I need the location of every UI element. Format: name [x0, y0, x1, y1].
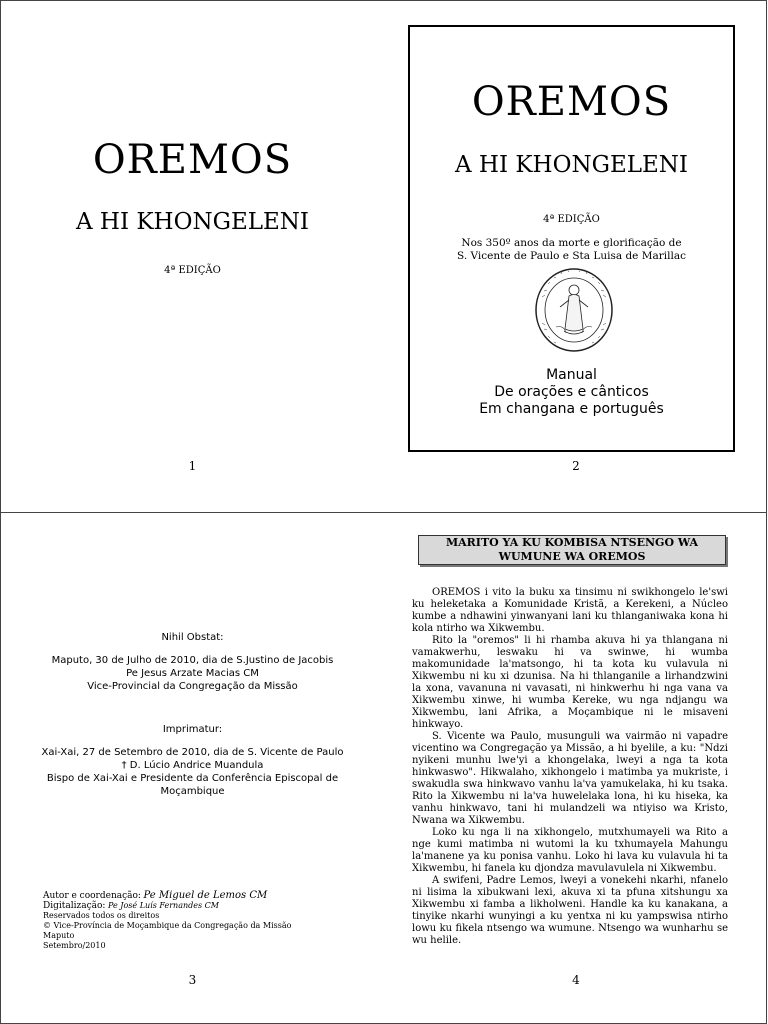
edition-label: 4ª EDIÇÃO: [164, 265, 221, 276]
vincentian-medal-image: [534, 267, 614, 353]
manual-line: Manual: [546, 367, 597, 383]
nihil-obstat-date: Maputo, 30 de Julho de 2010, dia de S.Justino de Jacobis: [51, 655, 334, 666]
imprimatur-name: † D. Lúcio Andrice Muandula: [121, 760, 264, 771]
page-2: [384, 1, 768, 512]
credit-city: Maputo: [43, 931, 75, 940]
manual-line: De orações e cânticos: [494, 384, 649, 400]
credit-rights: Reservados todos os direitos: [43, 911, 160, 920]
anniversary-text: [410, 237, 733, 263]
page-4: [384, 513, 768, 1023]
credit-author: [43, 891, 291, 901]
credit-label: Autor e coordenação:: [43, 891, 141, 901]
page-3: [1, 513, 384, 1023]
anniversary-line: S. Vicente de Paulo e Sta Luisa de Marillac: [457, 250, 686, 262]
credit-label: Digitalização:: [43, 901, 106, 911]
heading-line: WUMUNE WA OREMOS: [498, 550, 646, 563]
page-number: 3: [188, 973, 197, 987]
credit-value: Pe José Luís Fernandes CM: [107, 901, 219, 910]
imprimatur-date: Xai-Xai, 27 de Setembro de 2010, dia de S. Vicente de Paulo: [41, 747, 344, 758]
paragraph: Loko ku nga li na xikhongelo, mutxhumayeli wa Rito a nge kumi matimba ni wutomi la ku txhumayela Mahungu la'manene ya ku ponisa vanhu. Loko hi lava ku vulavula hi ta Xikwembu, hi fanela ku djondza mavulavulela ni Xikwembu.: [412, 827, 728, 874]
section-heading: [418, 535, 726, 565]
nihil-obstat-heading: Nihil Obstat:: [161, 632, 224, 643]
manual-description: [410, 367, 733, 418]
credit-copyright: © Vice-Província de Moçambique da Congregação da Missão: [43, 921, 292, 930]
imprimatur-block: [11, 723, 374, 798]
manual-line: Em changana e português: [479, 401, 664, 417]
page-subtitle: A HI KHONGELENI: [75, 209, 310, 235]
edition-label: 4ª EDIÇÃO: [543, 214, 600, 225]
cover-subtitle: A HI KHONGELENI: [454, 152, 689, 178]
paragraph: OREMOS i vito la buku xa tinsimu ni swikhongelo le'swi ku heleketaka a Komunidade Kristã, a Kerekeni, a Núcleo kumbe a ndhawini yinwanyani lani ku thlanganiwaka kona hi kola ntirho wa Xikwembu.: [412, 587, 728, 634]
imprimatur-heading: Imprimatur:: [162, 724, 223, 735]
page-number: 4: [572, 973, 580, 987]
imprimatur-role: Moçambique: [160, 786, 225, 797]
cover-title: OREMOS: [471, 79, 672, 125]
nihil-obstat-name: Pe Jesus Arzate Macias CM: [126, 668, 259, 679]
page-title: OREMOS: [92, 137, 293, 183]
credits-block: [43, 891, 291, 951]
credit-digital: [43, 901, 291, 911]
paragraph: S. Vicente wa Paulo, musunguli wa vairmão ni vapadre vicentino wa Congregação ya Missão, a hi byelile, a ku: "Ndzi nyikeni munhu lwe'yi a khongelaka, lweyi a nga ta kota hinkwaswo". Hikwalaho, xikhongelo i matimba ya mukriste, i swakudla swa hinkwavo vanhu la'va yamukelaka, hi ku tsaka. Rito la Xikwembu ni la'va huwelelaka lona, hi ku hiseka, ka vanhu hinkwavo, tani hi mulandzeli wa ntiyiso wa Kristo, Nwana wa Xikwembu.: [412, 731, 728, 826]
credit-value: Pe Miguel de Lemos CM: [143, 890, 268, 901]
nihil-obstat-block: [11, 631, 374, 693]
credit-date: Setembro/2010: [43, 941, 106, 950]
anniversary-line: Nos 350º anos da morte e glorificação de: [461, 237, 682, 249]
page-number: 2: [572, 459, 580, 473]
page-number: 1: [188, 459, 197, 473]
paragraph: A swifeni, Padre Lemos, lweyi a vonekehi nkarhi, nfanelo ni lisima la xibukwani lexi, akuva xi ta pfuna xitshungu xa Xikwembu xi famba a likholweni. Handle ka ku kanakana, a tinyike nkarhi wunyingi a ku yentxa ni ku yampswisa ntirho lowu ku fikela ntsengo wa wumune. Ntsengo wa wunharhu se wu helile.: [412, 875, 728, 946]
intro-text: [412, 587, 728, 947]
cover-frame: [408, 25, 735, 452]
heading-line: MARITO YA KU KOMBISA NTSENGO WA: [445, 536, 699, 549]
nihil-obstat-role: Vice-Provincial da Congregação da Missão: [87, 681, 298, 692]
imprimatur-role: Bispo de Xai-Xai e Presidente da Conferência Episcopal de: [46, 773, 339, 784]
bottom-sheet: [0, 512, 767, 1024]
page-1: [1, 1, 384, 512]
paragraph: Rito la "oremos" li hi rhamba akuva hi ya thlangana ni vamakwerhu, leswaku hi va swinwe, hi wumba makomunidade la'matsongo, hi ta kota ku vulavula ni Xikwembu ni ku xi dzunisa. Na hi thlanganile a lirhandzwini la xona, vavanuna ni vavasati, ni hinkwerhu hi nga vana va Xikwembu xinwe, hi wumba Kereke, wu nga ndjangu wa Xikwembu, lani Afrika, a Moçambique ni le misaveni hinkwayo.: [412, 635, 728, 730]
